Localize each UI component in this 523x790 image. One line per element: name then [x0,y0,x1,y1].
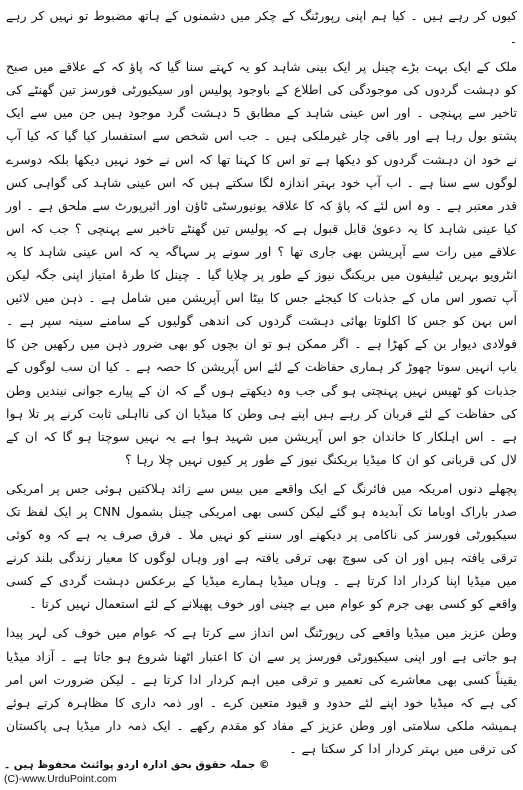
article-paragraph-2: ملک کے ایک بہت بڑے چینل پر ایک بینی شاہد کو یہ کہتے سنا گیا کہ پاؤ کہ کے علاقے میں صبح کو دہشت گردوں کی موجودگی کی اطلاع کے باوجود پولیس اور سیکیورٹی فورسز تین گھنٹے کی تاخیر سے پہنچی ۔ اور اس عینی شاہد کے مطابق 5 دہشت گرد موجود ہیں جن میں سے ایک پشتو بول رہا ہے اور باقی چار غیرملکی ہیں ۔ جب اس شخص سے استفسار کیا گیا کہ کیا آپ نے خود ان دہشت گردوں کو دیکھا ہے تو اس کا کہنا تھا کہ اس نے خود نہیں دیکھا بلکہ دوسرے لوگوں سے سنا ہے ۔ اب آپ خود بہتر اندازہ لگا سکتے ہیں کہ اس عینی شاہد کی گواہی کس قدر معتبر ہے ۔ وہ اس لئے کہ پاؤ کہ کا علاقہ یونیورسٹی ٹاؤن اور ائیرپورٹ سے ملحق ہے ۔ اور کیا عینی شاہد کا یہ دعویٰ قابل قبول ہے کہ پولیس تین گھنٹے تاخیر سے پہنچی ؟ جب کہ اس علاقے میں رات سے آپریشن بھی جاری تھا ؟ اور سونے پر سہاگہ یہ کہ اس عینی شاہد کا یہ انٹرویو بہریں ٹیلیفون میں بریکنگ نیوز کے طور پر چلایا گیا ۔ چینل کا طرۂ امتیاز اپنی جگہ لیکن آپ تصور اس ماں کے جذبات کا کیجئے جس کا بیٹا اس آپریشن میں شامل ہے ۔ ذہن میں لائیں اس بہن کو جس کا اکلوتا بھائی دہشت گردوں کی اندھی گولیوں کے سامنے سینہ سپر ہے ۔ فولادی دیوار بن کے کھڑا ہے ۔ اگر ممکن ہو تو ان بچوں کو بھی ضرور ذہن میں رکھیں جن کا باپ انہیں سوتا چھوڑ کر ہماری حفاظت کے لئے اس آپریشن کا حصہ ہے ۔ کیا ان سب لوگوں کے جذبات کو ٹھیس نہیں پہنچتی ہو گی جب وہ دیکھتے ہوں گے کہ ان کے پیارے جوانی نیندیں وطن کی حفاظت کے لئے قربان کر رہے ہیں اپنے ہی وطن کا میڈیا ان کی نااہلی ثابت کرنے پر تلا ہوا ہے ۔ اس اہلکار کا خاندان جو اس آپریشن میں شہید ہوا ہے یہ نہیں سوچتا ہو گا کہ ان کے لال کی قربانی کو ان کا میڈیا بریکنگ نیوز کے طور پر کیوں نہیں چلا رہا ؟ [6,59,517,467]
site-credit: (C)-www.UrduPoint.com [4,773,117,785]
article-paragraph-1: کیوں کر رہے ہیں ۔ کیا ہم اپنی رپورٹنگ کے چکر میں دشمنوں کے ہاتھ مضبوط تو نہیں کر رہے ۔ [6,8,517,47]
copyright-notice: © جملہ حقوق بحق ادارہ اردو پوائنٹ محفوظ ہیں ۔ [4,759,270,771]
page-footer [4,758,284,786]
article-paragraph-3: پچھلے دنوں امریکہ میں فائرنگ کے ایک واقعے میں بیس سے زائد ہلاکتیں ہوئی جس پر امریکی صدر باراک اوباما تک آبدیدہ ہو گئے لیکن کسی بھی امریکی چینل بشمول CNN پر ایک لفظ تک سیکیورٹی فورسز کی ناکامی پر دیکھنے اور سننے کو نہیں ملا ۔ فرق صرف یہ ہے کہ وہ کوئی ترقی یافتہ ہیں اور ان کی سوچ بھی ترقی یافتہ ہے اور وہاں لوگوں کا معیار زندگی بلند کرنے میں میڈیا اپنا کردار ادا کرتا ہے ۔ وہاں میڈیا ہمارے میڈیا کے برعکس دہشت گردی کے کسی واقعے کو کسی بھی جرم کو عوام میں بے چینی اور خوف پھیلانے کے لئے استعمال نہیں کرتا ۔ [6,480,517,612]
article-paragraph-4: وطن عزیز میں میڈیا واقعے کی رپورٹنگ اس انداز سے کرتا ہے کہ عوام میں خوف کی لہر پیدا ہو جاتی ہے اور اپنی سیکیورٹی فورسز پر سے ان کا اعتبار اٹھنا شروع ہو جاتا ہے ۔ آزاد میڈیا یقیناً کسی بھی معاشرے کی تعمیر و ترقی میں اہم کردار ادا کرتا ہے ۔ لیکن ضرورت اس امر کی ہے کہ میڈیا خود اپنے لئے حدود و قیود متعین کرے ۔ اور ذمہ داری کا مظاہرہ کرتے ہوئے ہمیشہ ملکی سلامتی اور وطن عزیز کے مفاد کو مقدم رکھے ۔ ایک ذمہ دار میڈیا ہی پاکستان کی ترقی میں بہتر کردار ادا کر سکتا ہے ۔ [6,625,517,756]
article-body [6,4,517,764]
